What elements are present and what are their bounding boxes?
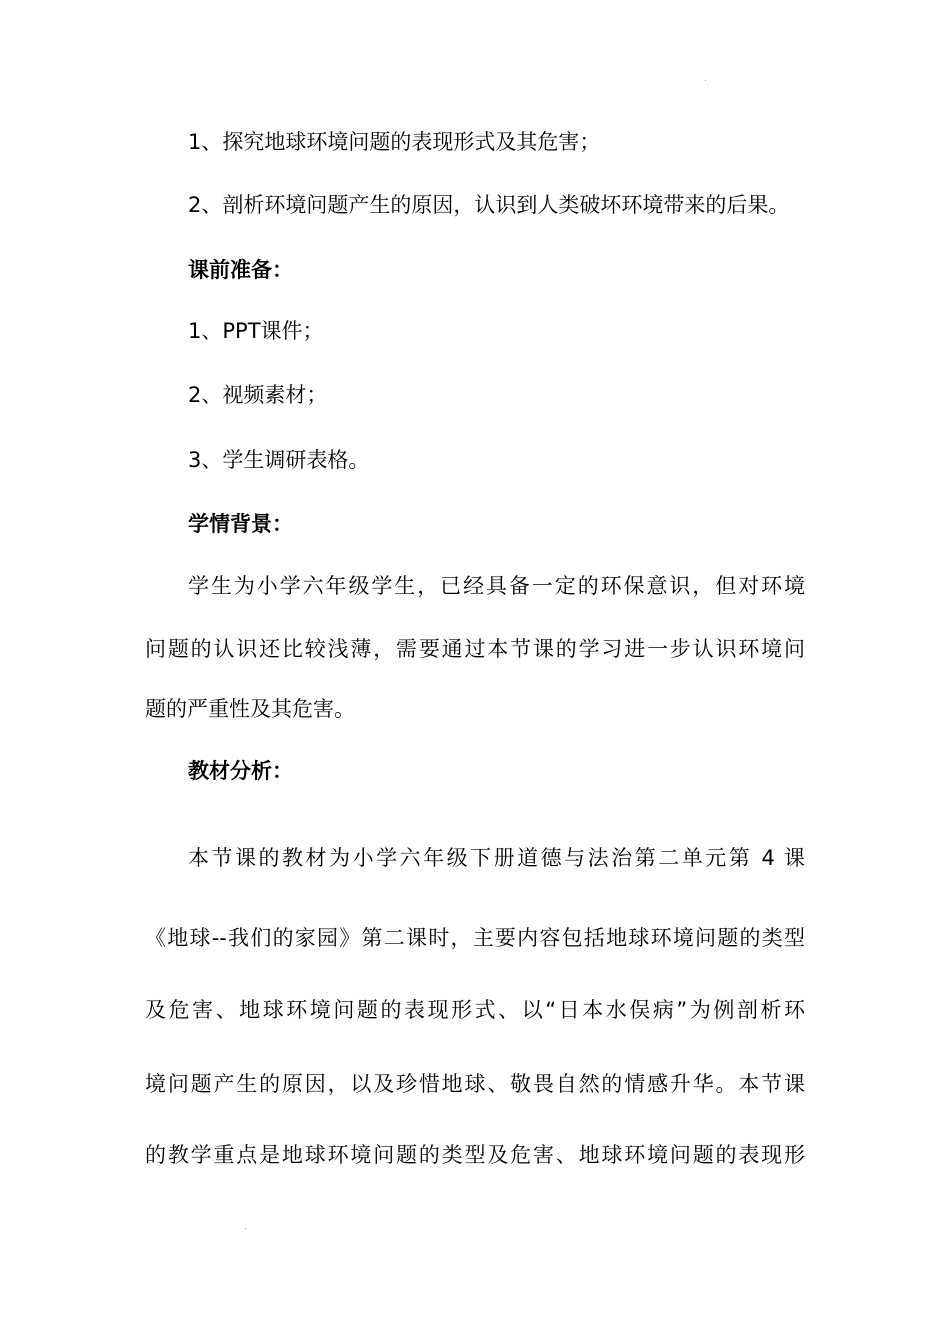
page-mark: [245, 1228, 246, 1229]
page-mark: [705, 80, 706, 81]
objective-item: 1、探究地球环境问题的表现形式及其危害；: [188, 130, 601, 154]
paragraph-line: 及危害、地球环境问题的表现形式、以“日本水俣病”为例剖析环: [145, 998, 805, 1022]
paragraph-line: 的教学重点是地球环境问题的类型及危害、地球环境问题的表现形: [145, 1143, 805, 1167]
preparation-item: 3、学生调研表格。: [188, 448, 370, 472]
objective-item: 2、剖析环境问题产生的原因，认识到人类破坏环境带来的后果。: [188, 193, 790, 217]
paragraph-line: 学生为小学六年级学生，已经具备一定的环保意识，但对环境: [188, 574, 805, 598]
paragraph-line: 《地球--我们的家园》第二课时，主要内容包括地球环境问题的类型: [145, 926, 805, 950]
paragraph-line: 问题的认识还比较浅薄，需要通过本节课的学习进一步认识环境问: [145, 637, 805, 661]
paragraph-line: 本节课的教材为小学六年级下册道德与法治第二单元第 4 课: [188, 846, 805, 870]
section-heading-preparation: 课前准备：: [188, 258, 293, 282]
preparation-item: 2、视频素材；: [188, 383, 328, 407]
preparation-item: 1、PPT课件；: [188, 319, 324, 343]
paragraph-line: 境问题产生的原因，以及珍惜地球、敬畏自然的情感升华。本节课: [145, 1072, 805, 1096]
paragraph-line: 题的严重性及其危害。: [145, 697, 355, 721]
section-heading-background: 学情背景：: [188, 512, 293, 536]
section-heading-analysis: 教材分析：: [188, 759, 293, 783]
